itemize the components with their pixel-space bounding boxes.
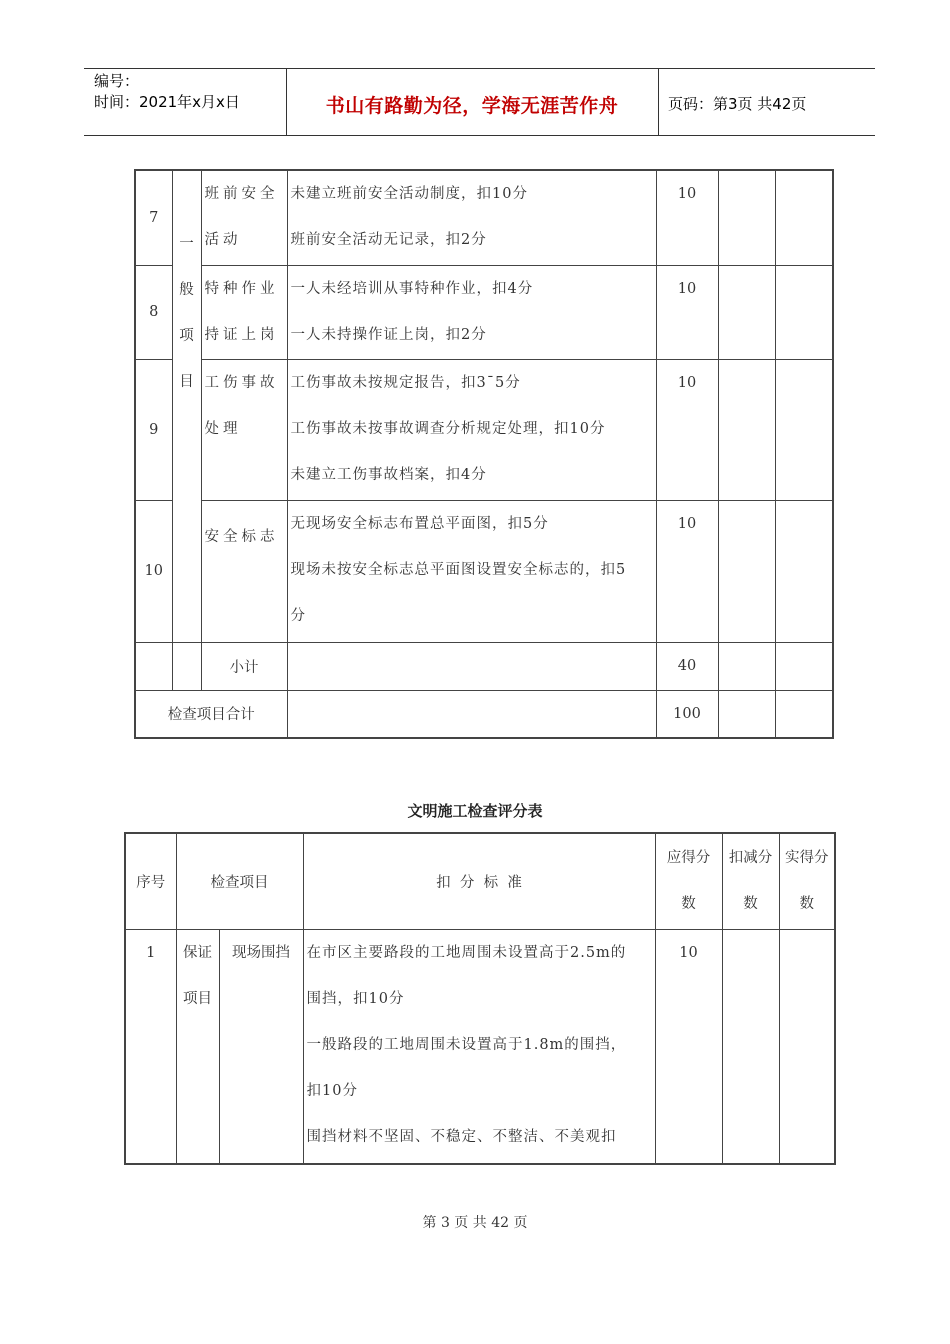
civilized-construction-table <box>124 832 836 1165</box>
total-label: 检查项目合计 <box>135 690 287 738</box>
category-char: 般 <box>179 282 194 298</box>
criteria-cell: 在市区主要路段的工地周围未设置高于2.5m的 围挡，扣10分 一般路段的工地周围未设置高于1.8m的围挡， 扣10分 围挡材料不坚固、不稳定、不整洁、不美观扣 <box>303 929 655 1164</box>
subtotal-label: 小计 <box>201 642 287 690</box>
full-score: 10 <box>656 170 718 265</box>
col-header-deduct: 扣减分 数 <box>722 833 779 929</box>
page-footer: 第 3 页 共 42 页 <box>422 1215 528 1231</box>
row-number: 10 <box>135 500 172 642</box>
actual-score <box>775 690 833 738</box>
col-header-actual: 实得分 数 <box>779 833 835 929</box>
table-caption: 文明施工检查评分表 <box>407 802 543 820</box>
criteria-cell: 工伤事故未按规定报告，扣3¯5分 工伤事故未按事故调查分析规定处理，扣10分 未建立工伤事故档案，扣4分 <box>287 359 656 500</box>
header-motto: 书山有路勤为径，学海无涯苦作舟 <box>325 95 619 117</box>
item-name: 现场围挡 <box>219 929 303 1164</box>
table-row <box>135 500 833 642</box>
header-time: 时间：2021年x月x日 <box>94 93 240 111</box>
col-header-no: 序号 <box>125 833 176 929</box>
full-score: 10 <box>656 265 718 359</box>
safety-score-table <box>134 169 834 739</box>
subtotal-row <box>135 642 833 690</box>
row-number: 7 <box>135 170 172 265</box>
row-number: 9 <box>135 359 172 500</box>
criteria-cell: 无现场安全标志布置总平面图，扣5分 现场未按安全标志总平面图设置安全标志的，扣5 分 <box>287 500 656 642</box>
subtotal-score: 40 <box>656 642 718 690</box>
table-row <box>135 265 833 359</box>
deduct-score <box>718 265 775 359</box>
row-number: 8 <box>135 265 172 359</box>
actual-score <box>775 500 833 642</box>
actual-score <box>775 265 833 359</box>
col-header-criteria: 扣 分 标 准 <box>303 833 655 929</box>
empty-cell <box>135 642 172 690</box>
category-char: 项 <box>179 328 194 344</box>
col-header-should-score: 应得分 数 <box>655 833 722 929</box>
full-score: 10 <box>656 500 718 642</box>
actual-score <box>779 929 835 1164</box>
row-number: 1 <box>125 929 176 1164</box>
empty-cell <box>287 642 656 690</box>
empty-cell <box>287 690 656 738</box>
item-name: 工伤事故 处理 <box>201 359 287 500</box>
header-divider <box>658 69 659 135</box>
criteria-cell: 一人未经培训从事特种作业，扣4分 一人未持操作证上岗，扣2分 <box>287 265 656 359</box>
actual-score <box>775 642 833 690</box>
total-score: 100 <box>656 690 718 738</box>
category-char: 目 <box>179 374 194 390</box>
deduct-score <box>718 170 775 265</box>
deduct-score <box>718 359 775 500</box>
table-row <box>135 170 833 265</box>
deduct-score <box>722 929 779 1164</box>
total-row <box>135 690 833 738</box>
category-cell: 保证 项目 <box>176 929 219 1164</box>
deduct-score <box>718 642 775 690</box>
header-number: 编号： <box>94 72 140 90</box>
empty-cell <box>172 642 201 690</box>
actual-score <box>775 170 833 265</box>
table-row <box>125 929 835 1164</box>
header-meta <box>94 71 240 113</box>
item-name: 班前安全 活动 <box>201 170 287 265</box>
deduct-score <box>718 690 775 738</box>
category-cell <box>172 170 201 642</box>
col-header-item: 检查项目 <box>176 833 303 929</box>
header-row <box>125 833 835 929</box>
table-row <box>135 359 833 500</box>
category-char: 一 <box>179 236 194 252</box>
full-score: 10 <box>655 929 722 1164</box>
full-score: 10 <box>656 359 718 500</box>
page-header <box>84 68 875 136</box>
item-name: 安全标志 <box>201 500 287 642</box>
criteria-cell: 未建立班前安全活动制度，扣10分 班前安全活动无记录，扣2分 <box>287 170 656 265</box>
item-name: 特种作业 持证上岗 <box>201 265 287 359</box>
actual-score <box>775 359 833 500</box>
deduct-score <box>718 500 775 642</box>
header-page-number: 页码：第3页 共42页 <box>668 95 807 113</box>
